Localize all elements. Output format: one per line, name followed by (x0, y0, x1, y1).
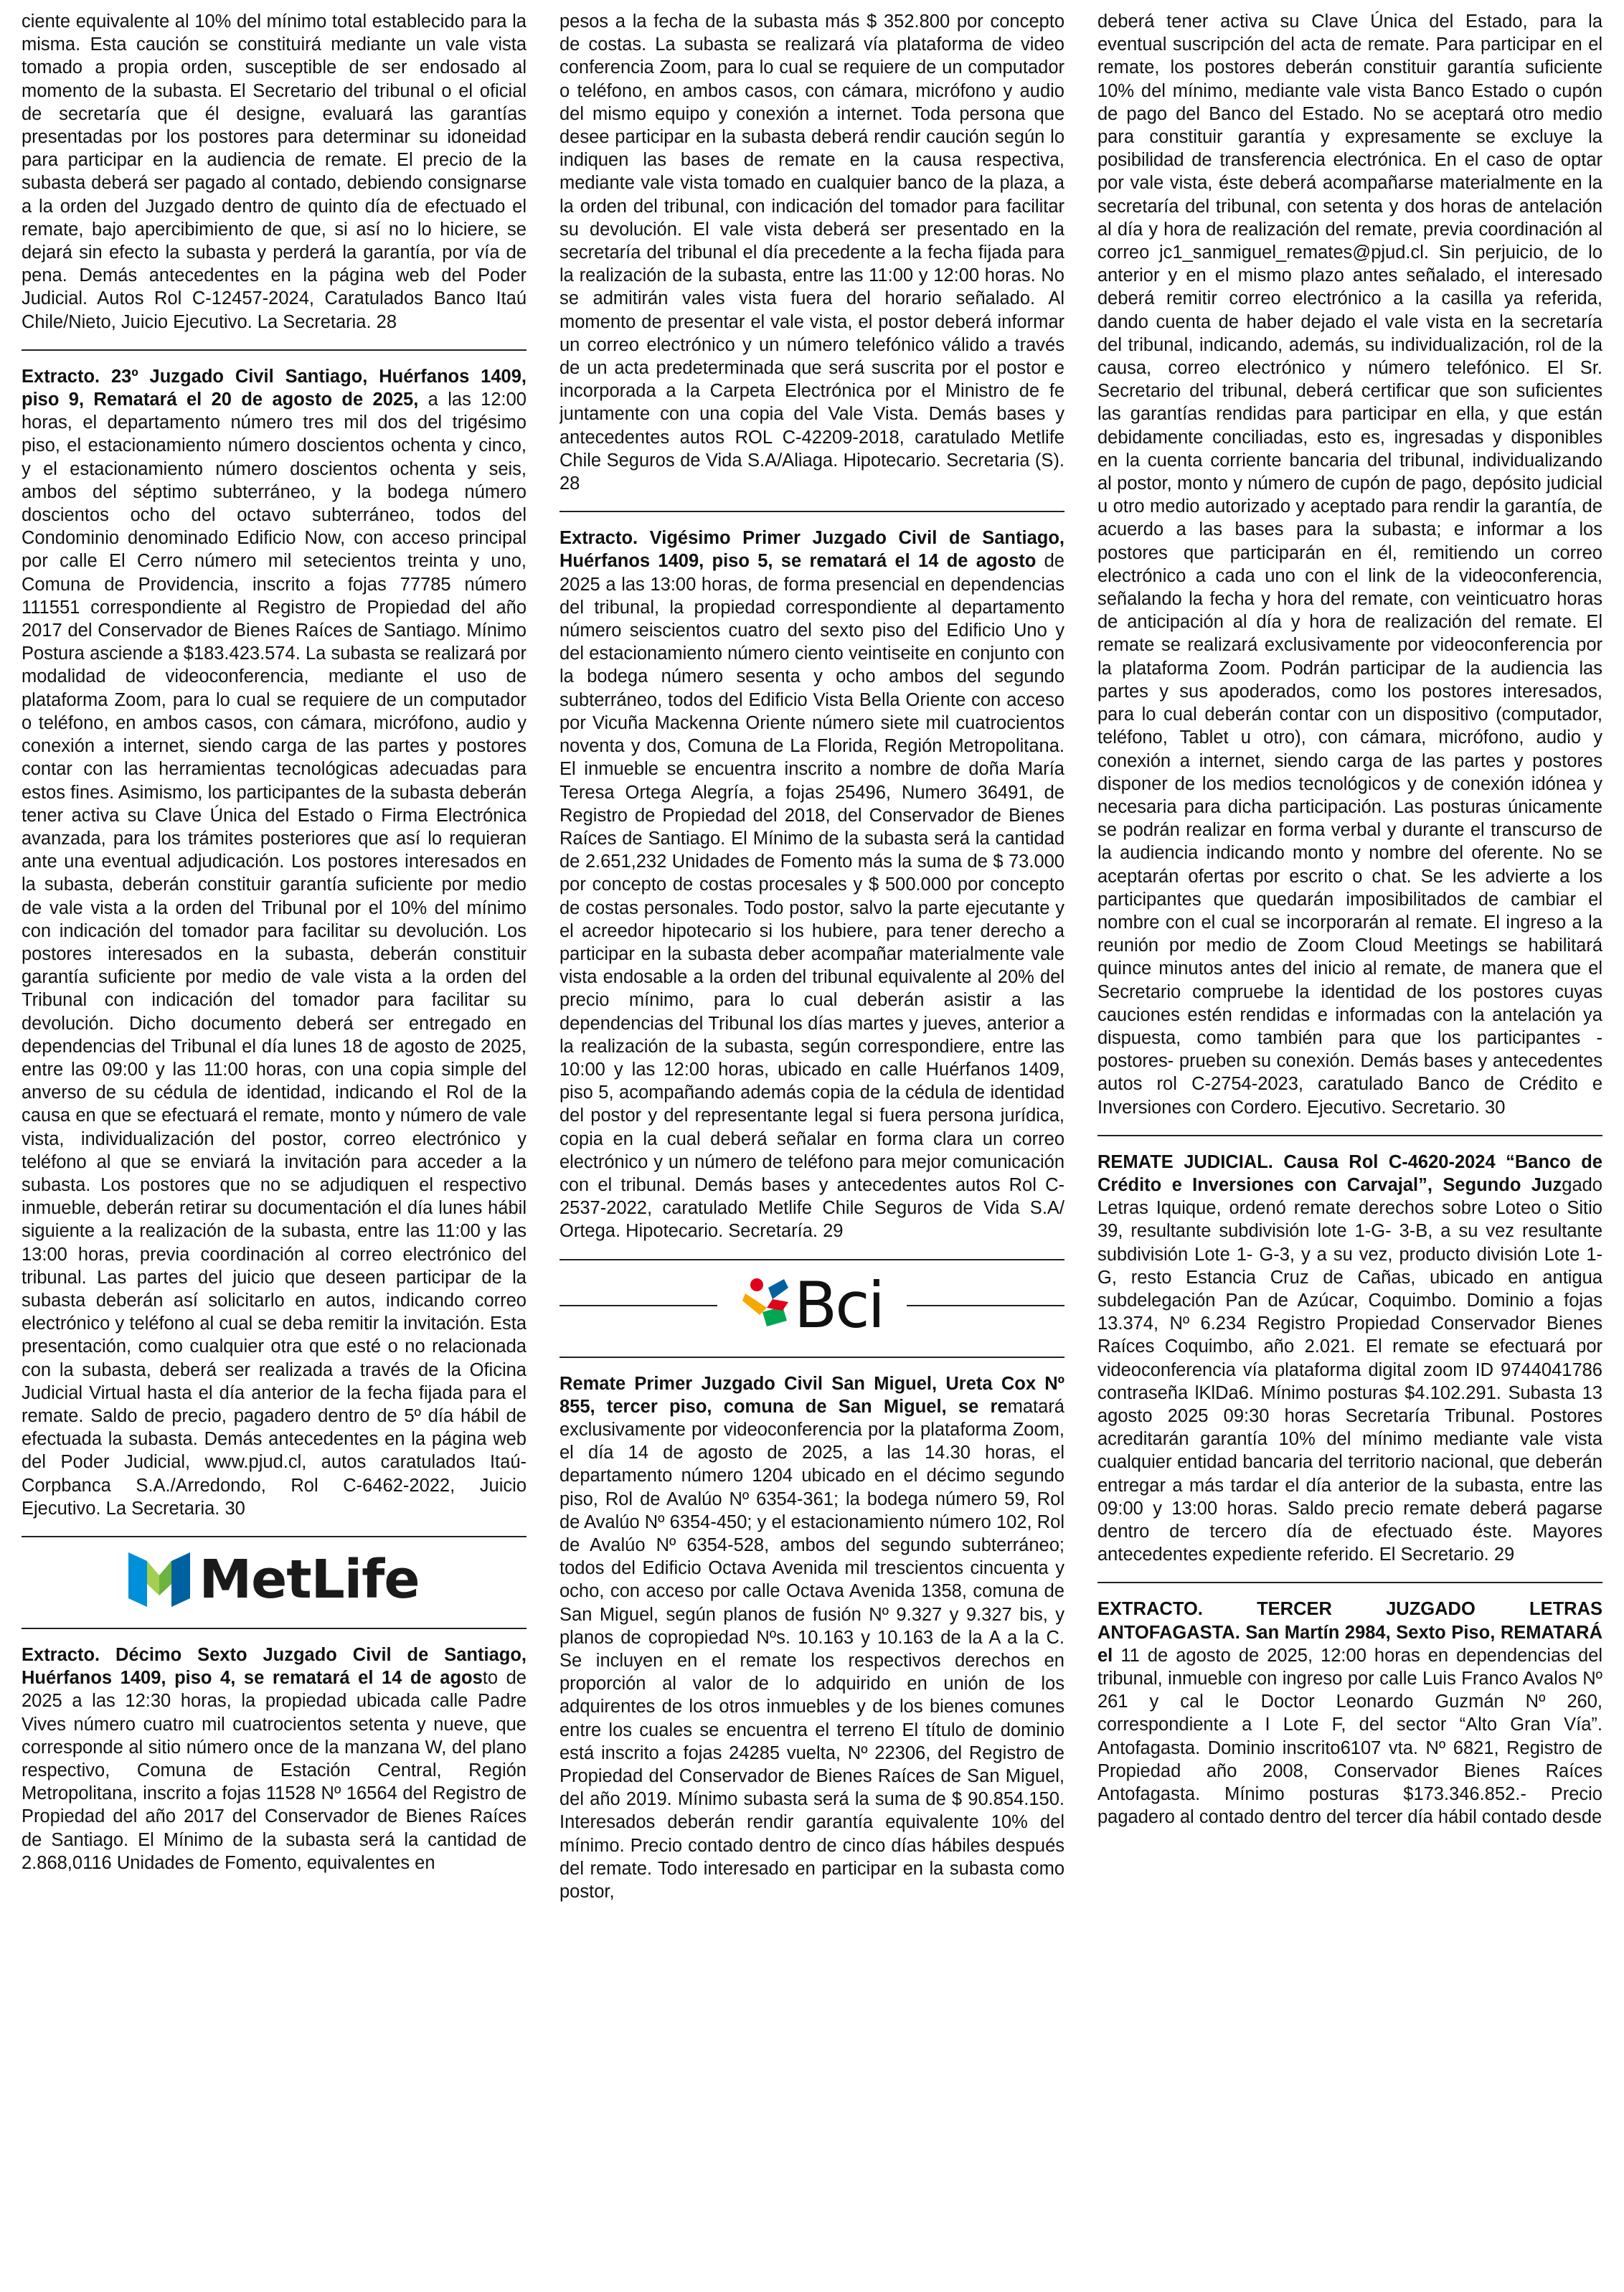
divider-right (907, 1305, 1064, 1306)
divider (22, 1536, 527, 1537)
divider-left (560, 1305, 717, 1306)
notice-1-juzgado-civil-san-miguel (560, 1372, 1064, 1904)
notice-body: to de 2025 a las 12:30 horas, la propiedad ubicada calle Padre Vives número cuatro mil cuatrocientos setenta y nueve, que corresponde al sitio número once de la manzana W, del plano respectivo, Comuna de Estación Central, Región Metropolitana, inscrito a fojas 11528 Nº 16564 del Registro de Propiedad del año 2017 del Conservador de Bienes Raíces de Santiago. El Mínimo de la subasta será la cantidad de 2.868,0116 Unidades de Fomento, equivalentes en (22, 1668, 527, 1873)
notice-body: de 2025 a las 13:00 horas, de forma presencial en dependencias del tribunal, la propiedad correspondiente al departamento número seiscientos cuatro del sexto piso del Edificio Uno y del estacionamiento número ciento veintiseite en conjunto con la bodega número sesenta y ocho ambos del segundo subterráneo, todos del Edificio Vista Bella Oriente con acceso por Vicuña Mackenna Oriente número siete mil cuatrocientos noventa y dos, Comuna de La Florida, Región Metropolitana. El inmueble se encuentra inscrito a nombre de doña María Teresa Ortega Alegría, a fojas 25496, Numero 36491, de Registro de Propiedad del 2018, del Conservador de Bienes Raíces de Santiago. El Mínimo de la subasta será la cantidad de 2.651,232 Unidades de Fomento más la suma de $ 73.000 por concepto de costas procesales y $ 500.000 por concepto de costas personales. Todo postor, salvo la parte ejecutante y el acreedor hipotecario si los hubiere, para tener derecho a participar en la subasta deber acompañar materialmente vale vista endosable a la orden del tribunal equivalente al 20% del precio mínimo, para lo cual deberán asistir a las dependencias del Tribunal los días martes y jueves, anterior a la realización de la subasta, según correspondiere, entre las 10:00 y las 12:00 horas, ubicado en calle Huérfanos 1409, piso 5, acompañando además copia de la cédula de identidad del postor y del representante legal si fuera persona jurídica, copia en la cual deberá señalar en forma clara un correo electrónico y un número de teléfono para mejor comunicación con el tribunal. Demás bases y antecedentes autos Rol C-2537-2022, caratulado Metlife Chile Seguros de Vida S.A/ Ortega. Hipotecario. Secretaría. 29 (560, 551, 1064, 1242)
notice-heading: Extracto. Décimo Sexto Juzgado Civil de Santiago, Huérfanos 1409, piso 4, se rematará el 14 de agos (22, 1645, 527, 1689)
bci-logo-text: Bci (793, 1268, 884, 1343)
notice-body: gado Letras Iquique, ordenó remate derechos sobre Loteo o Sitio 39, resultante subdivisión lote 1-G- 3-B, a su vez resultante subdivisión Lote 1- G-3, y a su vez, producto división Lote 1-G, resto Estancia Cruz de Cañas, ubicado en antigua subdelegación Pan de Azúcar, Coquimbo. Dominio a fojas 13.374, Nº 6.234 Registro Propiedad Conservador Bienes Raíces Coquimbo, año 2.021. El remate se efectuará por videoconferencia vía plataforma digital zoom ID 9744041786 contraseña lKlDa6. Mínimo posturas $4.102.291. Subasta 13 agosto 2025 09:30 horas Secretaría Tribunal. Postores acreditarán garantía 10% del mínimo mediante vale vista cualquier entidad bancaria del territorio nacional, que deberán entregar a más tardar el día anterior de la subasta, entre las 09:00 y 13:00 horas. Saldo precio remate deberá pagarse dentro de tercero día de efectuado éste. Mayores antecedentes expediente referido. El Secretario. 29 (1097, 1174, 1602, 1565)
notice-heading: EXTRACTO. TERCER JUZGADO LETRAS ANTOFAGASTA. San Martín 2984, Sexto Piso, REMATARÁ el (1097, 1599, 1602, 1666)
notice-heading: Extracto. 23º Juzgado Civil Santiago, Huérfanos 1409, piso 9, Rematará el 20 de agosto de 2025, (22, 366, 527, 410)
divider (1097, 1135, 1602, 1136)
notice-body: matará exclusivamente por videoconferencia por la plataforma Zoom, el día 14 de agosto de 2025, a las 14.30 horas, el departamento número 1204 ubicado en el décimo segundo piso, Rol de Avalúo Nº 6354-361; la bodega número 59, Rol de Avalúo Nº 6354-450; y el estacionamiento número 102, Rol de Avalúo Nº 6354-528, ambos del segundo subterráneo; todos del Edificio Octava Avenida mil trescientos cincuenta y ocho, con acceso por calle Octava Avenida 1358, comuna de San Miguel, según planos de fusión Nº 9.327 y 9.327 bis, y planos de copropiedad Nºs. 10.163 y 10.163 de la A a la C. Se incluyen en el remate los respectivos derechos en proporción al valor de lo adquirido en unión de los adquirentes de los otros inmuebles y de los bienes comunes entre los cuales se encuentra el terreno El título de dominio está inscrito a fojas 24285 vuelta, Nº 22306, del Registro de Propiedad del Conservador de Bienes Raíces de San Miguel, del año 2019. Mínimo subasta será la suma de $ 90.854.150. Interesados deberán rendir garantía equivalente 10% del mínimo. Precio contado dentro de cinco días hábiles después del remate. Todo interesado en participar en la subasta como postor, (560, 1396, 1064, 1902)
notice-continued-itau-nieto: ciente equivalente al 10% del mínimo total establecido para la misma. Esta caución se constituirá mediante un vale vista tomado a propia orden, susceptible de ser endosado al momento de la subasta. El Secretario del tribunal o el oficial de secretaría que él designe, evaluará las garantías presentadas por los postores para determinar su idoneidad para participar en la audiencia de remate. El precio de la subasta deberá ser pagado al contado, debiendo consignarse a la orden del Juzgado dentro de quinto día de efectuado el remate, bajo apercibimiento de que, si así no lo hiciere, se dejará sin efecto la subasta y perderá la garantía, por vía de pena. Demás antecedentes en la página web del Poder Judicial. Autos Rol C-12457-2024, Caratulados Banco Itaú Chile/Nieto, Juicio Ejecutivo. La Secretaria. 28 (22, 11, 527, 332)
metlife-logo-text: MetLife (199, 1549, 420, 1610)
column-1 (22, 10, 527, 2292)
notice-remate-judicial-iquique (1097, 1151, 1602, 1567)
bci-mark-icon (741, 1275, 791, 1336)
notice-3-juzgado-antofagasta (1097, 1598, 1602, 1829)
notice-heading: REMATE JUDICIAL. Causa Rol C-4620-2024 “Banco de Crédito e Inversiones con Carvajal”, Segundo Juz (1097, 1151, 1602, 1195)
notice-body: a las 12:00 horas, el departamento número tres mil dos del trigésimo piso, el estacionamiento número doscientos ochenta y cinco, y el estacionamiento número doscientos ochenta y seis, ambos del séptimo subterráneo, y la bodega número doscientos ocho del octavo subterráneo, todos del Condominio denominado Edificio Now, con acceso principal por calle El Cerro número mil setecientos treinta y uno, Comuna de Providencia, inscrito a fojas 77785 número 111551 correspondiente al Registro de Propiedad del año 2017 del Conservador de Bienes Raíces de Santiago. Mínimo Postura asciende a $183.423.574. La subasta se realizará por modalidad de videoconferencia, mediante el uso de plataforma Zoom, para lo cual se requiere de un computador o teléfono, en ambos casos, con cámara, micrófono, audio y conexión a internet, siendo carga de las partes y postores contar con las herramientas tecnológicas adecuadas para estos fines. Asimismo, los participantes de la subasta deberán tener activa su Clave Única del Estado o Firma Electrónica avanzada, para los trámites posteriores que así lo requieran ante una eventual adjudicación. Los postores interesados en la subasta, deberán constituir garantía suficiente por medio de vale vista a la orden del Tribunal por el 10% del mínimo con indicación del tomador para facilitar su devolución. Los postores interesados en la subasta, deberán constituir garantía suficiente por medio de vale vista a la orden del Tribunal con indicación del tomador para facilitar su devolución. Dicho documento deberá ser entregado en dependencias del Tribunal el día lunes 18 de agosto de 2025, entre las 09:00 y las 11:00 horas, con una copia simple del anverso de su cédula de identidad, indicando el Rol de la causa en que se efectuará el remate, monto y número de vale vista, individualización del postor, correo electrónico y teléfono al que se enviará la invitación para acceder a la subasta. Los postores que no se adjudiquen el respectivo inmueble, deberán retirar su documentación el día lunes hábil siguiente a la realización de la subasta, entre las 11:00 y las 13:00 horas, previa coordinación al correo electrónico del tribunal. Las partes del juicio que deseen participar de la subasta deberán así solicitarlo en autos, indicando correo electrónico y teléfono al cual se deba remitir la invitación. Esta presentación, como cualquier otra que esté o no relacionada con la subasta, deberá ser realizada a través de la Oficina Judicial Virtual hasta el día anterior de la fecha fijada para el remate. Saldo de precio, pagadero dentro de 5º día hábil de efectuada la subasta. Demás antecedentes en la página web del Poder Judicial, www.pjud.cl, autos caratulados Itaú-Corpbanca S.A./Arredondo, Rol C-6462-2022, Juicio Ejecutivo. La Secretaria. 30 (22, 390, 527, 1519)
column-3 (1097, 10, 1602, 2292)
notice-23-juzgado-civil (22, 365, 527, 1520)
notice-heading: Extracto. Vigésimo Primer Juzgado Civil de Santiago, Huérfanos 1409, piso 5, se rematará el 14 de agosto (560, 528, 1064, 572)
notice-body: 11 de agosto de 2025, 12:00 horas en dependencias del tribunal, inmueble con ingreso por calle Luis Franco Avalos Nº 261 y cal le Doctor Leonardo Guzmán Nº 260, correspondiente a I Lote F, del sector “Alto Gran Vía”. Antofagasta. Dominio inscrito6107 vta. Nº 6821, Registro de Propiedad año 2008, Conservador Bienes Raíces Antofagasta. Mínimo posturas $173.346.852.- Precio pagadero al contado dentro del tercer día hábil contado desde (1097, 1645, 1602, 1828)
divider (560, 1259, 1064, 1260)
divider (1097, 1582, 1602, 1583)
column-2 (560, 10, 1064, 2292)
divider (560, 511, 1064, 512)
metlife-mark-icon (128, 1550, 190, 1610)
divider (22, 349, 527, 351)
bci-ad (560, 1270, 1064, 1341)
notice-16-juzgado-civil (22, 1643, 527, 1874)
notice-21-juzgado-civil (560, 527, 1064, 1242)
divider (560, 1357, 1064, 1358)
divider (22, 1628, 527, 1629)
notice-continued-bci-cordero: deberá tener activa su Clave Única del Estado, para la eventual suscripción del acta de remate. Para participar en el remate, los postores deberán constituir garantía suficiente 10% del mínimo, mediante vale vista Banco Estado o cupón de pago del Banco del Estado. No se aceptará otro medio para constituir garantía y expresamente se excluye la posibilidad de transferencia electrónica. En el caso de optar por vale vista, éste deberá acompañarse materialmente en la secretaría del tribunal, con setenta y dos horas de antelación al día y hora de realización del remate, previa coordinación al correo jc1_sanmiguel_remates@pjud.cl. Sin perjuicio, de lo anterior y en el mismo plazo antes señalado, el interesado deberá remitir correo electrónico a la casilla ya referida, dando cuenta de haber dejado el vale vista en la secretaría del tribunal, indicando, además, su individualización, rol de la causa, correo electrónico y número telefónico. El Sr. Secretario del tribunal, deberá certificar que son suficientes las garantías rendidas para participar en ella, y que están debidamente conciliadas, esto es, ingresadas y disponibles en la cuenta corriente bancaria del tribunal, individualizando al postor, monto y número de cupón de pago, depósito judicial u otro medio autorizado y aceptado para rendir la garantía, de acuerdo a las bases para la subasta; e informar a los postores que participarán en él, remitiendo un correo electrónico a cada uno con el link de la videoconferencia, señalando la fecha y hora del remate, con veinticuatro horas de anticipación al día y hora de realización del remate. El remate se realizará exclusivamente por videoconferencia por la plataforma Zoom. Podrán participar de la audiencia las partes y sus apoderados, como los postores interesados, para lo cual deberán contar con un dispositivo (computador, teléfono, Tablet u otro), con cámara, micrófono, audio y conexión a internet, siendo carga de las partes y postores disponer de los medios tecnológicos y de conexión idónea y necesaria para dicha participación. Las posturas únicamente se podrán realizar en forma verbal y durante el transcurso de la audiencia indicando monto y nombre del oferente. No se aceptarán ofertas por escrito o chat. Se les advierte a los participantes que quedarán imposibilitados de cambiar el nombre con el cual se incorporarán al remate. El ingreso a la reunión por medio de Zoom Cloud Meetings se habilitará quince minutos antes del inicio al remate, de manera que el Secretario compruebe la identidad de los postores cuyas cauciones estén rendidas e informadas con la antelación ya dispuesta, como también para que los participantes -postores- prueben su conexión. Demás bases y antecedentes autos rol C-2754-2023, caratulado Banco de Crédito e Inversiones con Cordero. Ejecutivo. Secretario. 30 (1097, 11, 1602, 1118)
notice-continued-metlife-aliaga: pesos a la fecha de la subasta más $ 352.800 por concepto de costas. La subasta se realizará vía plataforma de video conferencia Zoom, para lo cual se requiere de un computador o teléfono, en ambos casos, con cámara, micrófono y audio del mismo equipo y conexión a internet. Toda persona que desee participar en la subasta deberá rendir caución según lo indiquen las bases de remate en la causa respectiva, mediante vale vista tomado en cualquier banco de la plaza, a la orden del tribunal, con indicación del tomador para facilitar su devolución. El vale vista deberá ser presentado en la secretaría del tribunal el día precedente a la fecha fijada para la realización de la subasta, entre las 11:00 y 12:00 horas. No se admitirán vales vista fuera del horario señalado. Al momento de presentar el vale vista, el postor deberá informar un correo electrónico y un número telefónico válido a través de un acta predeterminada que será suscrita por el postor e incorporada a la Carpeta Electrónica por el Ministro de fe juntamente con una copia del Vale Vista. Demás bases y antecedentes autos ROL C-42209-2018, caratulado Metlife Chile Seguros de Vida S.A/Aliaga. Hipotecario. Secretaria (S). 28 (560, 11, 1064, 494)
notice-heading: Remate Primer Juzgado Civil San Miguel, Ureta Cox Nº 855, tercer piso, comuna de San Miguel, se re (560, 1373, 1064, 1417)
metlife-ad (22, 1547, 527, 1612)
